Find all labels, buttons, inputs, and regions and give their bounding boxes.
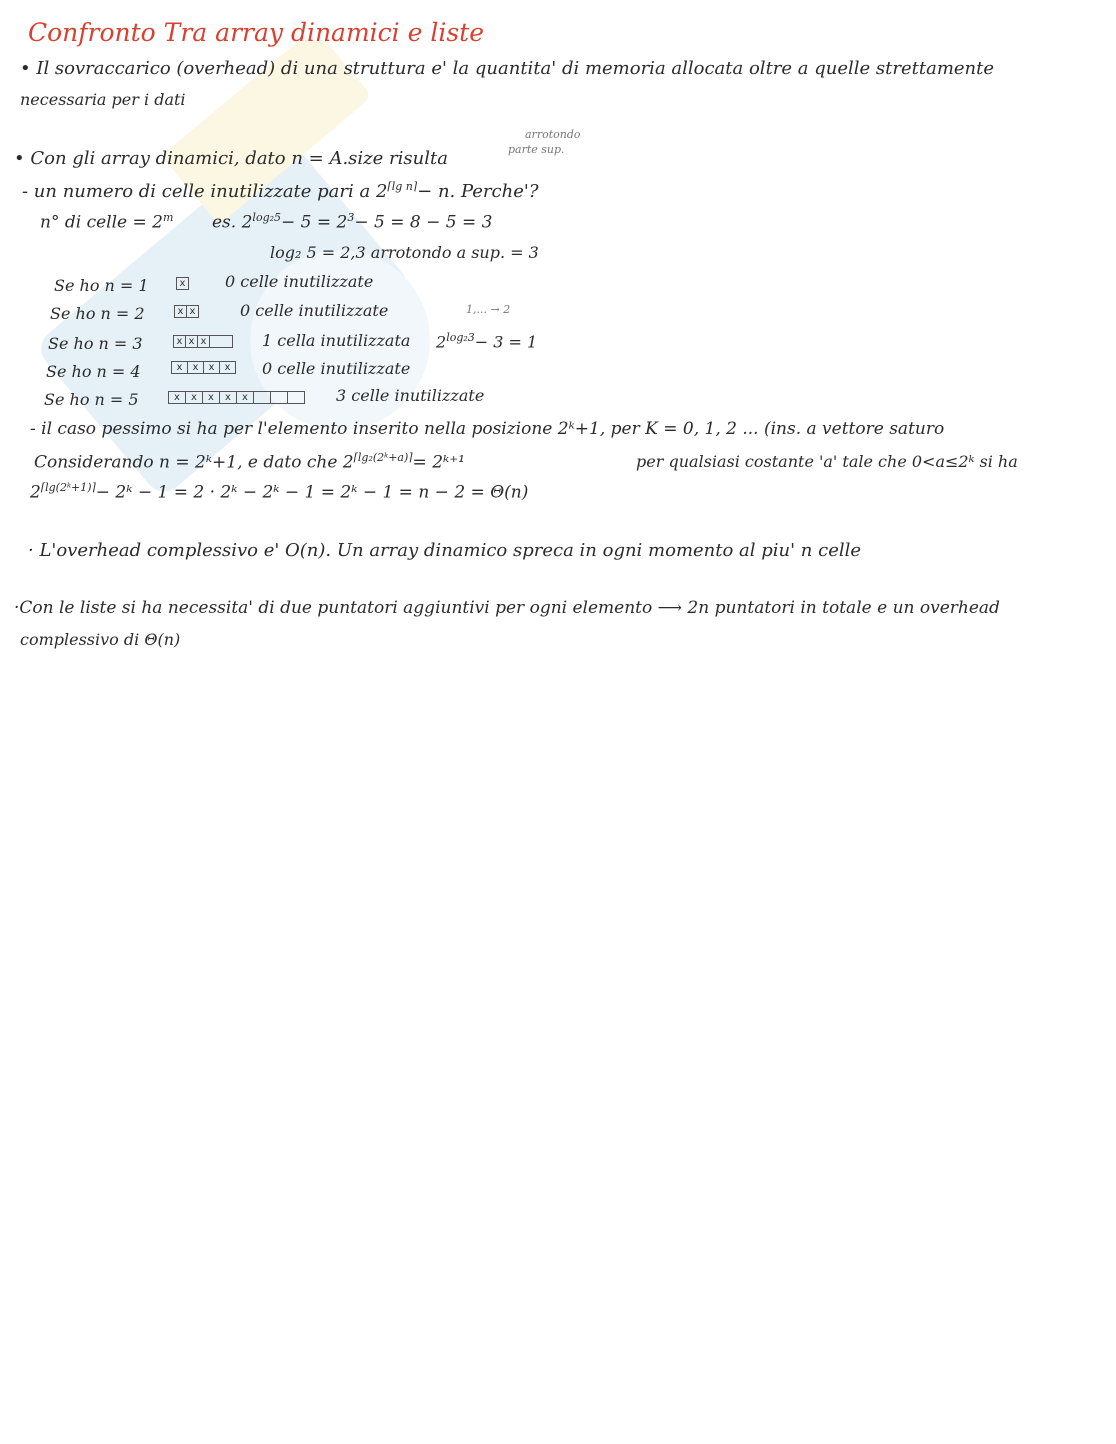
cells-n4 [171,361,236,374]
page-title: Confronto Tra array dinamici e liste [28,18,484,47]
array-cell: x [236,391,254,404]
row-label-n5: Se ho n = 5 [44,390,139,409]
array-cell: x [202,391,220,404]
cells-n2 [174,305,199,318]
cells-n1 [176,277,189,290]
considering-line: Considerando n = 2ᵏ+1, e dato che $2^{⌈lg_2(2ᵏ+a)⌉}=$ 2ᵏ⁺¹ [34,451,465,473]
row-label-n2: Se ho n = 2 [50,304,145,323]
lists-line2: complessivo di Θ(n) [20,630,181,649]
cells-n5 [168,391,305,404]
row-label-n3: Se ho n = 3 [48,334,143,353]
dynamic-array-intro: • Con gli array dinamici, dato n = A.size risulta [14,148,448,169]
array-cell: x [168,391,186,404]
array-cell: x [187,361,204,374]
overhead-definition-line1: • Il sovraccarico (overhead) di una struttura e' la quantita' di memoria allocata oltre a quelle strettamente [20,58,995,79]
row-label-n1: Se ho n = 1 [54,276,149,295]
array-cell: x [185,335,198,348]
array-cell [209,335,233,348]
worst-case-line: - il caso pessimo si ha per l'elemento inserito nella posizione 2ᵏ+1, per K = 0, 1, 2 ... (ins. a vettore saturo [30,419,945,439]
log-rounding-line: log₂ 5 = 2,3 arrotondo a sup. = 3 [270,243,539,262]
array-cell: x [219,361,236,374]
row-label-n4: Se ho n = 4 [46,362,141,381]
array-cell: x [173,335,186,348]
array-cell: x [171,361,188,374]
array-cell: x [203,361,220,374]
lists-line1: ·Con le liste si ha necessita' di due puntatori aggiuntivi per ogni elemento ⟶ 2n puntatori in totale e un overhead [14,598,1000,618]
array-cell: x [185,391,203,404]
array-cell [253,391,271,404]
row-desc-n2: 0 celle inutilizzate [240,301,389,320]
row3-formula: $2^{log_23}- 3 = 1$ [436,331,538,352]
unused-cells-line: - un numero di celle inutilizzate pari a $2^{⌈lg n⌉}- n$. Perche'? [22,180,539,202]
array-cell: x [186,305,199,318]
array-cell: x [174,305,187,318]
row-desc-n4: 0 celle inutilizzate [262,359,411,378]
row-desc-n1: 0 celle inutilizzate [225,272,374,291]
margin-note-parte-sup: parte sup. [508,143,565,156]
margin-note-arrotondo: arrotondo [525,128,581,141]
margin-note-rounding: 1,... → 2 [466,303,511,316]
array-cell: x [219,391,237,404]
cell-count-line: n° di celle = $2^m$ [40,211,174,233]
overhead-summary: · L'overhead complessivo e' O(n). Un array dinamico spreca in ogni momento al piu' n celle [28,540,862,561]
array-cell: x [176,277,189,290]
array-cell: x [197,335,210,348]
overhead-definition-line2: necessaria per i dati [20,90,186,109]
row-desc-n5: 3 celle inutilizzate [336,386,485,405]
cells-n3 [173,335,233,348]
calculation-line: $2^{⌈lg(2ᵏ+1)⌉}-$ 2ᵏ − 1 = 2 · 2ᵏ − 2ᵏ − 1 = 2ᵏ − 1 = n − 2 = Θ(n) [30,481,529,503]
example-line: es. $2^{log_25}- 5 = 2^3- 5 = 8 - 5 = 3$ [212,211,493,233]
array-cell [270,391,288,404]
row-desc-n3: 1 cella inutilizzata [262,331,411,350]
array-cell [287,391,305,404]
constant-condition: per qualsiasi costante 'a' tale che 0<a≤2ᵏ si ha [636,452,1018,471]
